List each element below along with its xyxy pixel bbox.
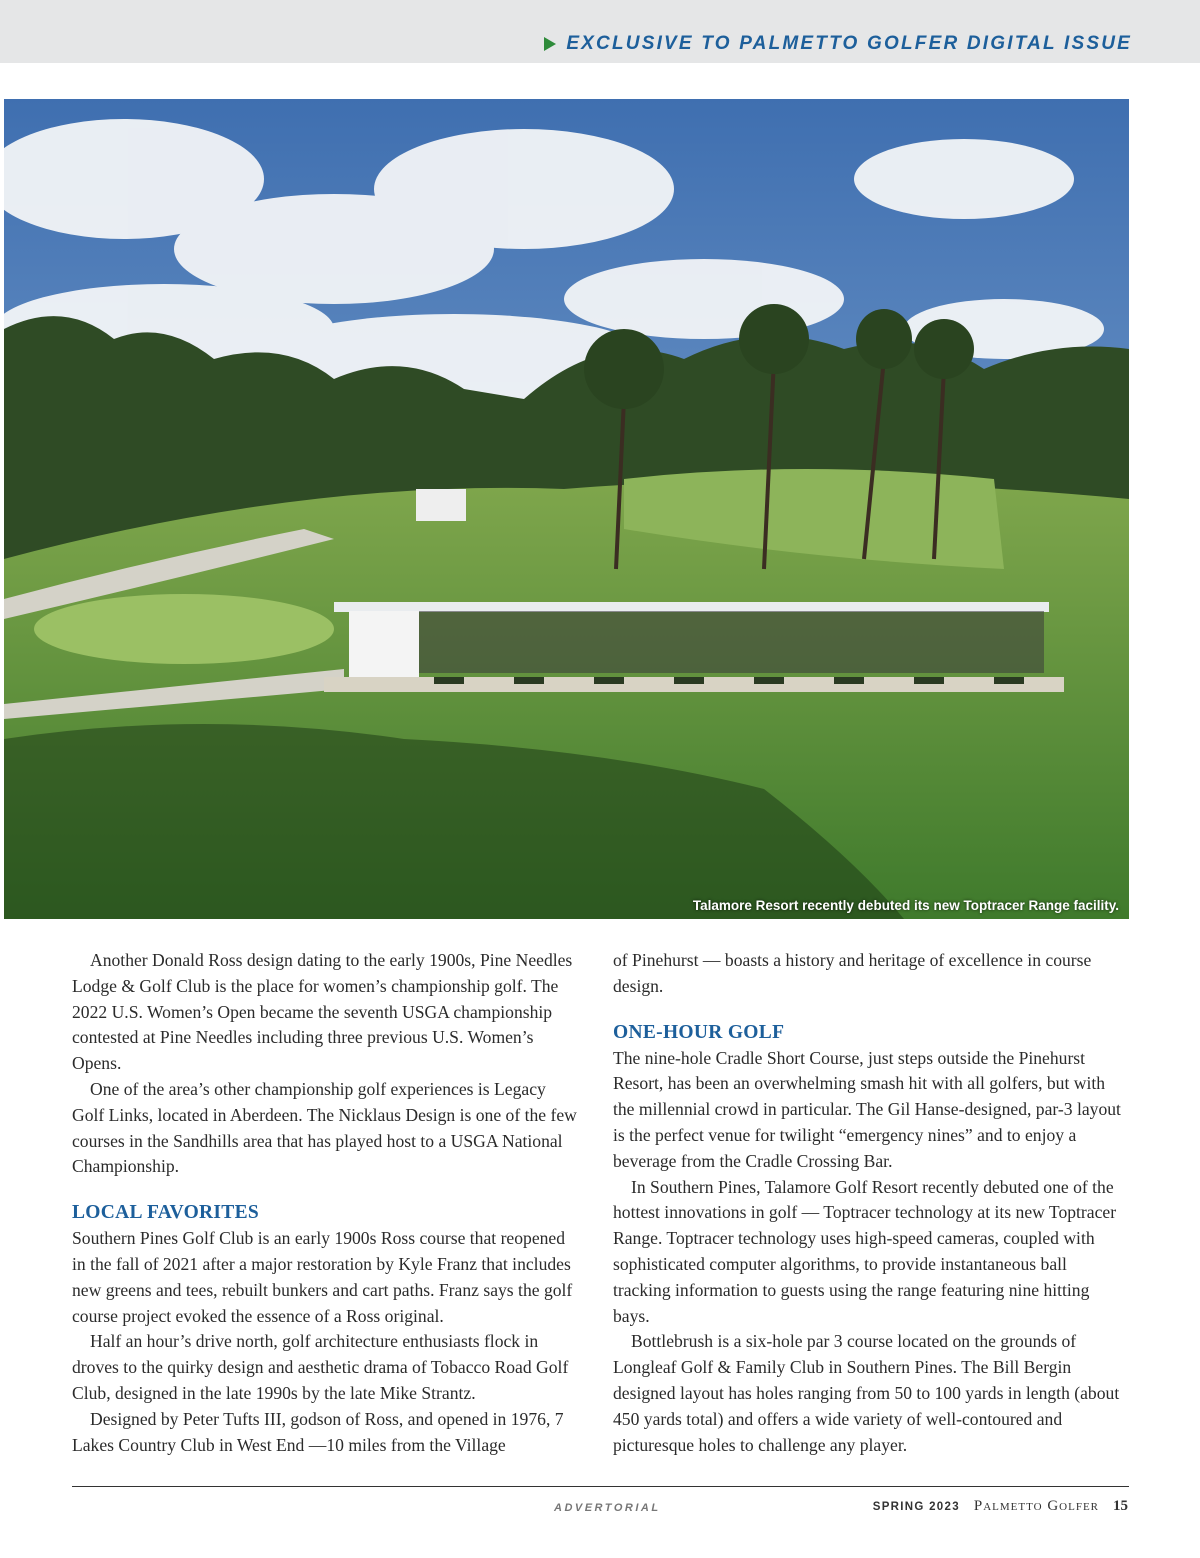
paragraph: Another Donald Ross design dating to the early 1900s, Pine Needles Lodge & Golf Club is the place for women’s championship golf. The 2022 U.S. Women’s Open became the seventh USGA championship contested at Pine Needles including three previous U.S. Women’s Opens. — [72, 950, 573, 1074]
photo-caption: Talamore Resort recently debuted its new Toptracer Range facility. — [692, 898, 1119, 913]
magazine-name: Palmetto Golfer — [973, 1498, 1099, 1514]
right-column — [613, 948, 1123, 1458]
paragraph: Designed by Peter Tufts III, godson of Ross, and opened in 1976, 7 Lakes Country Club in West End —10 miles from the Village — [72, 1408, 564, 1455]
section-heading-one-hour-golf: ONE-HOUR GOLF — [613, 1021, 785, 1043]
paragraph: In Southern Pines, Talamore Golf Resort recently debuted one of the hottest innovations in golf — Toptracer technology at its new Toptracer Range. Toptracer technology uses high-speed cameras, coupled with sophisticated computer algorithms, to provide instantaneous ball tracking information to guests using the range featuring nine hitting bays. — [613, 1176, 1117, 1326]
paragraph: Southern Pines Golf Club is an early 1900s Ross course that reopened in the fall of 2021 after a major restoration by Kyle Franz that includes new greens and tees, rebuilt bunkers and cart paths. Franz says the golf course project evoked the essence of a Ross original. — [72, 1228, 573, 1326]
digital-exclusive-banner — [544, 33, 1132, 55]
issue-label: SPRING 2023 — [872, 1501, 960, 1513]
play-arrow-icon — [544, 37, 556, 51]
advertorial-label: ADVERTORIAL — [554, 1502, 661, 1514]
paragraph: Half an hour’s drive north, golf architecture enthusiasts flock in droves to the quirky design and aesthetic drama of Tobacco Road Golf Club, designed in the late 1990s by the late Mike Strantz. — [72, 1331, 569, 1403]
paragraph: of Pinehurst — boasts a history and heritage of excellence in course design. — [613, 950, 1092, 996]
banner-text: EXCLUSIVE TO PALMETTO GOLFER DIGITAL ISSUE — [566, 33, 1132, 54]
range-photo — [4, 99, 1129, 919]
paragraph: One of the area’s other championship golf experiences is Legacy Golf Links, located in Aberdeen. The Nicklaus Design is one of the few courses in the Sandhills area that has played host to a USGA National Championship. — [72, 1078, 577, 1177]
left-column — [72, 948, 582, 1458]
footer-divider — [72, 1486, 1129, 1487]
paragraph: The nine-hole Cradle Short Course, just steps outside the Pinehurst Resort, has been an overwhelming smash hit with all golfers, but with the millennial crowd in particular. The Gil Hanse-designed, par-3 layout is the perfect venue for twilight “emergency nines” and to enjoy a beverage from the Cradle Crossing Bar. — [613, 1047, 1121, 1171]
page-number: 15 — [1113, 1498, 1128, 1514]
folio — [873, 1498, 1128, 1515]
paragraph: Bottlebrush is a six-hole par 3 course located on the grounds of Longleaf Golf & Family Club in Southern Pines. The Bill Bergin designed layout has holes ranging from 50 to 100 yards in length (about 450 yards total) and offers a wide variety of well-contoured and picturesque holes to challenge any player. — [613, 1331, 1120, 1455]
golf-range-illustration — [4, 99, 1129, 919]
section-heading-local-favorites: LOCAL FAVORITES — [72, 1202, 260, 1224]
